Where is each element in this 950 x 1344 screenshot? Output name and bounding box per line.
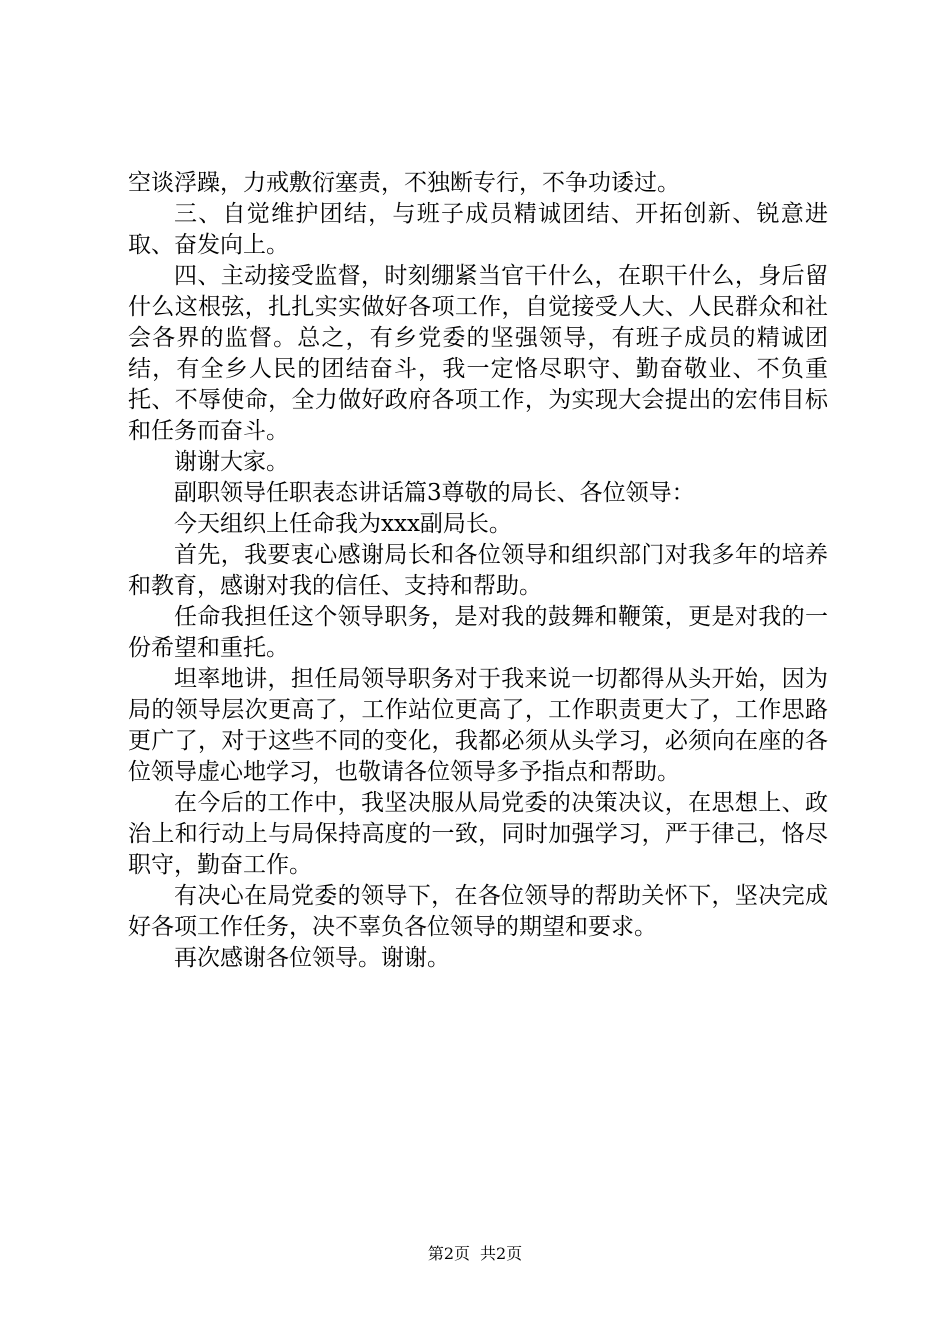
page-number: 第2页 <box>427 1244 470 1263</box>
paragraph-7: 首先，我要衷心感谢局长和各位领导和组织部门对我多年的培养和教育，感谢对我的信任、支持和帮助。 <box>128 542 828 599</box>
paragraph-6: 今天组织上任命我为xxx副局长。 <box>174 511 512 537</box>
page-footer <box>0 1244 950 1264</box>
paragraph-2: 三、自觉维护团结，与班子成员精诚团结、开拓创新、锐意进取、奋发向上。 <box>128 201 828 258</box>
paragraph-3: 四、主动接受监督，时刻绷紧当官干什么，在职干什么，身后留什么这根弦，扎扎实实做好各项工作，自觉接受人大、人民群众和社会各界的监督。总之，有乡党委的坚强领导，有班子成员的精诚团结，有全乡人民的团结奋斗，我一定恪尽职守、勤奋敬业、不负重托、不辱使命，全力做好政府各项工作，为实现大会提出的宏伟目标和任务而奋斗。 <box>128 263 828 444</box>
paragraph-1: 空谈浮躁，力戒敷衍塞责，不独断专行，不争功诿过。 <box>128 170 680 196</box>
paragraph-4: 谢谢大家。 <box>174 449 289 475</box>
paragraph-12: 再次感谢各位领导。谢谢。 <box>174 945 450 971</box>
paragraph-8: 任命我担任这个领导职务，是对我的鼓舞和鞭策，更是对我的一份希望和重托。 <box>128 604 828 661</box>
page-total: 共2页 <box>480 1244 523 1263</box>
paragraph-11: 有决心在局党委的领导下，在各位领导的帮助关怀下，坚决完成好各项工作任务，决不辜负各位领导的期望和要求。 <box>128 883 828 940</box>
document-body <box>128 168 828 974</box>
paragraph-10: 在今后的工作中，我坚决服从局党委的决策决议，在思想上、政治上和行动上与局保持高度的一致，同时加强学习，严于律己，恪尽职守，勤奋工作。 <box>128 790 828 878</box>
paragraph-9: 坦率地讲，担任局领导职务对于我来说一切都得从头开始，因为局的领导层次更高了，工作站位更高了，工作职责更大了，工作思路更广了，对于这些不同的变化，我都必须从头学习，必须向在座的各位领导虚心地学习，也敬请各位领导多予指点和帮助。 <box>128 666 828 785</box>
paragraph-5: 副职领导任职表态讲话篇3尊敬的局长、各位领导： <box>174 480 695 506</box>
